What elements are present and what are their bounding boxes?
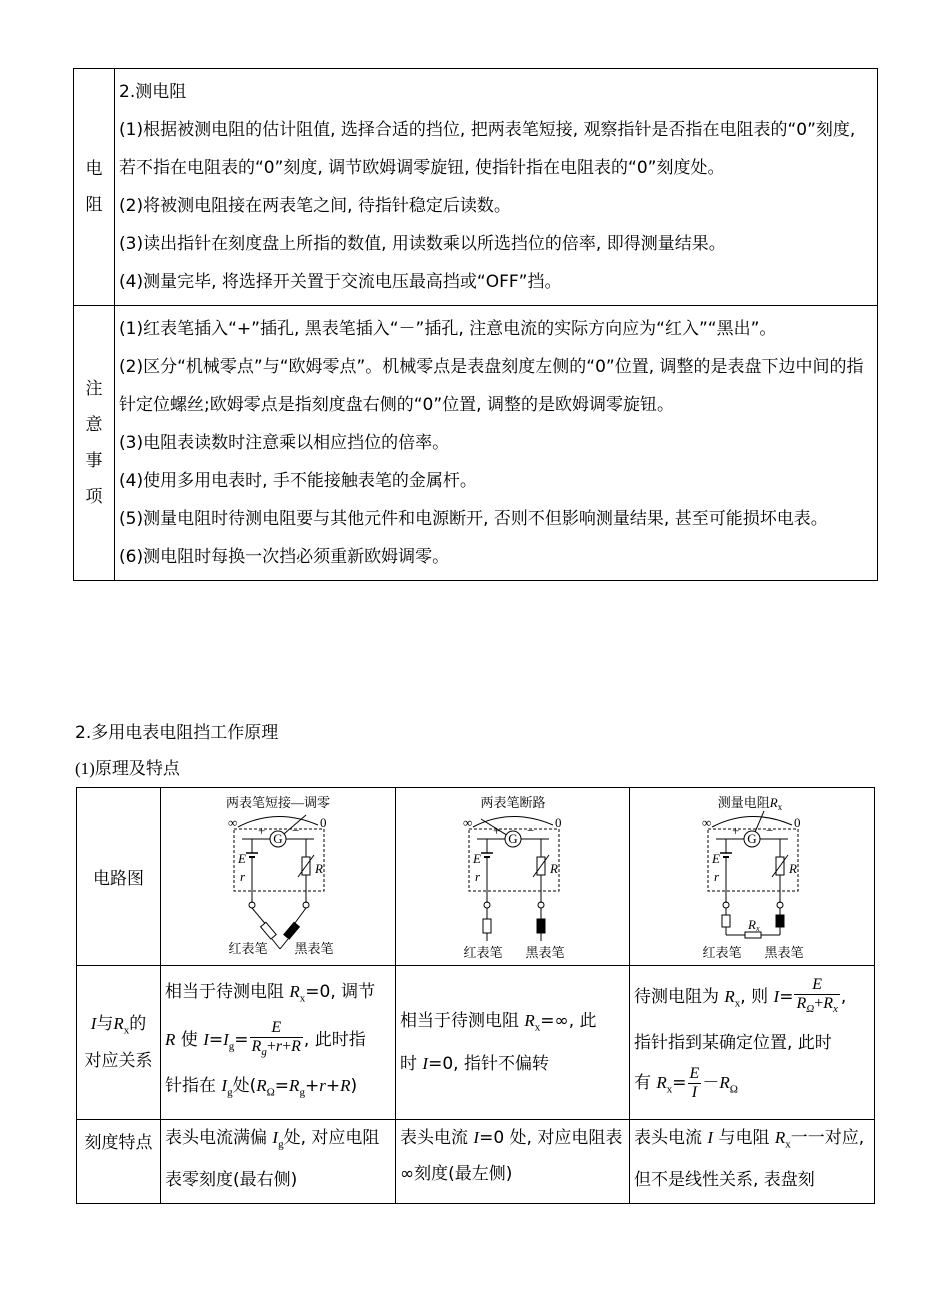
text: 针指在 — [165, 1076, 222, 1097]
category-char: 意 — [85, 415, 103, 435]
symbol-I: I — [773, 986, 780, 1006]
zero-label: 0 — [320, 814, 327, 830]
sub-omega: Ω — [806, 1002, 815, 1015]
diagram-title-sub: x — [777, 801, 783, 812]
text: =0, 指针不偏转 — [428, 1053, 549, 1074]
symbol-R: R — [251, 1037, 262, 1055]
text: =0 处, 对应电阻表∞刻度(最左侧) — [400, 1128, 623, 1184]
row-category — [74, 306, 115, 581]
paragraph: (3)读出指针在刻度盘上所指的数值, 用读数乘以所选挡位的倍率, 即得测量结果。 — [119, 234, 726, 254]
text: ) — [350, 1076, 358, 1097]
symbol-I: I — [473, 1128, 480, 1147]
relation-open — [396, 966, 630, 1120]
sub-g: g — [299, 1086, 305, 1099]
denominator — [250, 1038, 303, 1061]
galvanometer-label: G — [273, 830, 283, 846]
red-probe-label: 红表笔 — [702, 944, 742, 960]
text: 表头电流满偏 — [165, 1128, 273, 1148]
paragraph: (1)根据被测电阻的估计阻值, 选择合适的挡位, 把两表笔短接, 观察指针是否指在电阻表的“0”刻度, 若不指在电阻表的“0”刻度, 调节欧姆调零旋钮, 使指针指在电阻表的“0”刻度处。 — [119, 120, 856, 178]
text: =∞, 此 — [540, 1011, 597, 1032]
table-row — [77, 788, 875, 966]
text: = — [234, 1029, 249, 1050]
subsection-heading: (1)原理及特点 — [75, 759, 180, 778]
text: 使 — [175, 1029, 204, 1050]
relation-short — [161, 966, 396, 1120]
plus-sign: + — [732, 822, 740, 838]
galvanometer-label: G — [747, 830, 757, 846]
rx-var: R — [748, 916, 756, 932]
diagram-title — [718, 795, 783, 812]
circuit-diagram-short — [161, 788, 396, 966]
text: 处( — [232, 1076, 257, 1097]
numerator: E — [250, 1019, 303, 1038]
principle-table — [76, 787, 875, 1204]
plus-sign: + — [258, 822, 266, 838]
diagram-title: 两表笔短接—调零 — [225, 794, 331, 810]
red-probe-label: 红表笔 — [228, 940, 268, 956]
infinity-label: ∞ — [462, 814, 472, 830]
sub-g: g — [228, 1040, 235, 1053]
plus: + — [304, 1076, 320, 1097]
symbol-R: R — [113, 1014, 124, 1034]
paragraph: (6)测电阻时每换一次挡必须重新欧姆调零。 — [119, 547, 450, 567]
text: 表头电流 — [634, 1128, 708, 1148]
symbol-R: R — [289, 982, 300, 1002]
text: = — [274, 1076, 290, 1097]
resistor-label: R — [549, 860, 558, 876]
paragraph: (5)测量电阻时待测电阻要与其他元件和电源断开, 否则不但影响测量结果, 甚至可能损坏电表。 — [119, 509, 828, 529]
minus-sign: − — [766, 822, 774, 838]
internal-r-label: r — [240, 868, 246, 884]
text: , 此时指 — [303, 1029, 366, 1050]
text: 有 — [634, 1073, 657, 1094]
text: 处, 对应电阻表零刻度(最右侧) — [165, 1128, 380, 1191]
numerator: E — [794, 976, 839, 995]
sub-g: g — [227, 1086, 233, 1099]
black-probe-label: 黑表笔 — [764, 944, 804, 960]
circuit-diagram — [642, 791, 862, 963]
text: － — [702, 1073, 720, 1094]
paragraph: (4)使用多用电表时, 手不能接触表笔的金属杆。 — [119, 471, 477, 491]
symbol-R: R — [291, 1037, 301, 1055]
paragraph: (2)区分“机械零点”与“欧姆零点”。机械零点是表盘刻度左侧的“0”位置, 调整的是表盘下边中间的指针定位螺丝;欧姆零点是指刻度盘右侧的“0”位置, 调整的是欧姆调零旋钮。 — [119, 357, 864, 415]
scale-measure — [630, 1120, 875, 1204]
symbol-r: r — [275, 1037, 283, 1055]
label-text: 与 — [96, 1014, 114, 1035]
plus: + — [266, 1037, 276, 1055]
section-heading: 2.多用电表电阻挡工作原理 — [75, 723, 279, 743]
zero-label: 0 — [554, 814, 561, 830]
category-char: 电 — [85, 159, 103, 179]
label-text: 对应关系 — [84, 1050, 153, 1071]
text: = — [779, 986, 794, 1007]
scale-open — [396, 1120, 630, 1204]
sub-omega: Ω — [729, 1083, 738, 1096]
paragraph: (4)测量完毕, 将选择开关置于交流电压最高挡或“OFF”挡。 — [119, 272, 562, 292]
symbol-I: I — [272, 1128, 279, 1147]
paragraph: (3)电阻表读数时注意乘以相应挡位的倍率。 — [119, 433, 450, 453]
symbol-R: R — [774, 1128, 786, 1147]
circuit-diagram — [403, 791, 623, 963]
denominator: I — [691, 1083, 698, 1101]
plus-sign: + — [492, 822, 500, 838]
symbol-R: R — [340, 1076, 351, 1096]
relation-measure — [630, 966, 875, 1120]
sub-omega: Ω — [266, 1086, 275, 1099]
text: 与电阻 — [713, 1128, 775, 1148]
symbol-I: I — [707, 1128, 714, 1147]
category-char: 项 — [85, 487, 103, 507]
diagram-title-text: 测量电阻 — [717, 794, 770, 810]
table-row — [77, 1120, 875, 1204]
fraction — [688, 1065, 702, 1102]
text: =0, 调节 — [305, 982, 376, 1003]
text: = — [208, 1029, 224, 1050]
sub-x: x — [534, 1021, 541, 1034]
text: , 则 — [740, 986, 774, 1007]
emf-label: E — [712, 850, 720, 866]
sub-x: x — [833, 1002, 838, 1015]
minus-sign: − — [292, 822, 300, 838]
emf-label: E — [238, 850, 246, 866]
sub-x: x — [785, 1138, 791, 1151]
sub-x: x — [666, 1083, 673, 1096]
text: 表头电流 — [400, 1128, 474, 1148]
symbol-I: I — [203, 1029, 209, 1049]
diagram-title: 两表笔断路 — [479, 794, 546, 810]
circuit-diagram — [168, 791, 388, 963]
resistor-label: R — [789, 860, 797, 876]
infinity-label: ∞ — [702, 814, 712, 830]
category-char: 注 — [85, 379, 103, 399]
text: 相当于待测电阻 — [165, 982, 290, 1003]
symbol-R: R — [719, 1073, 730, 1093]
symbol-R: R — [724, 986, 735, 1006]
symbol-R: R — [256, 1076, 267, 1096]
sub-x: x — [299, 992, 306, 1005]
sub-x: x — [734, 997, 741, 1010]
table-row — [77, 966, 875, 1120]
text: 时 — [400, 1053, 423, 1074]
text: 待测电阻为 — [634, 986, 725, 1007]
paragraph: (2)将被测电阻接在两表笔之间, 待指针稳定后读数。 — [119, 196, 511, 216]
symbol-I: I — [422, 1053, 429, 1073]
plus: + — [325, 1076, 341, 1097]
symbol-I: I — [223, 1029, 229, 1049]
internal-r-label: r — [474, 868, 480, 884]
black-probe-label: 黑表笔 — [524, 944, 565, 960]
symbol-R: R — [289, 1076, 300, 1096]
row-label: 电路图 — [77, 788, 161, 966]
table-row — [74, 69, 878, 306]
row-category — [74, 69, 115, 306]
symbol-I: I — [90, 1014, 97, 1034]
text: , — [840, 986, 847, 1007]
symbol-R: R — [524, 1011, 535, 1031]
denominator — [794, 995, 839, 1018]
infinity-label: ∞ — [228, 814, 238, 830]
red-probe-label: 红表笔 — [462, 944, 503, 960]
zero-label: 0 — [794, 814, 801, 830]
rx-sub: x — [755, 923, 760, 933]
symbol-R: R — [796, 994, 807, 1012]
paragraph: 2.测电阻 — [119, 82, 187, 102]
fraction — [250, 1019, 303, 1061]
black-probe-label: 黑表笔 — [294, 940, 334, 956]
numerator: E — [689, 1064, 700, 1082]
paragraph: (1)红表笔插入“+”插孔, 黑表笔插入“－”插孔, 注意电流的实际方向应为“红入”“黑出”。 — [119, 319, 777, 339]
notes-table — [73, 68, 878, 581]
fraction — [794, 976, 839, 1018]
row-content — [115, 306, 878, 581]
emf-label: E — [472, 850, 481, 866]
diagram-title-var: R — [769, 794, 778, 810]
symbol-R: R — [823, 994, 833, 1012]
circuit-diagram-open — [396, 788, 630, 966]
symbol-R: R — [165, 1029, 176, 1049]
symbol-r: r — [319, 1076, 326, 1096]
plus: + — [814, 994, 824, 1012]
rx-label — [747, 917, 760, 933]
row-content — [115, 69, 878, 306]
sub-g: g — [261, 1045, 267, 1058]
category-char: 事 — [85, 451, 103, 471]
text: 相当于待测电阻 — [400, 1011, 525, 1032]
label-text: 的 — [129, 1014, 147, 1035]
plus: + — [282, 1037, 292, 1055]
category-char: 阻 — [85, 195, 103, 215]
table-row — [74, 306, 878, 581]
text: = — [672, 1073, 687, 1094]
internal-r-label: r — [714, 868, 720, 884]
circuit-diagram-measure — [630, 788, 875, 966]
text: 指针指到某确定位置, 此时 — [634, 1033, 832, 1054]
text: 一一对应, 但不是线性关系, 表盘刻 — [634, 1128, 865, 1191]
row-label: 刻度特点 — [77, 1120, 161, 1204]
sub-g: g — [278, 1138, 284, 1151]
symbol-R: R — [656, 1073, 667, 1093]
minus-sign: − — [526, 822, 534, 838]
galvanometer-label: G — [507, 830, 518, 846]
scale-short — [161, 1120, 396, 1204]
symbol-I: I — [221, 1076, 228, 1096]
row-label — [77, 966, 161, 1120]
sub-x: x — [123, 1024, 130, 1037]
resistor-label: R — [315, 860, 323, 876]
